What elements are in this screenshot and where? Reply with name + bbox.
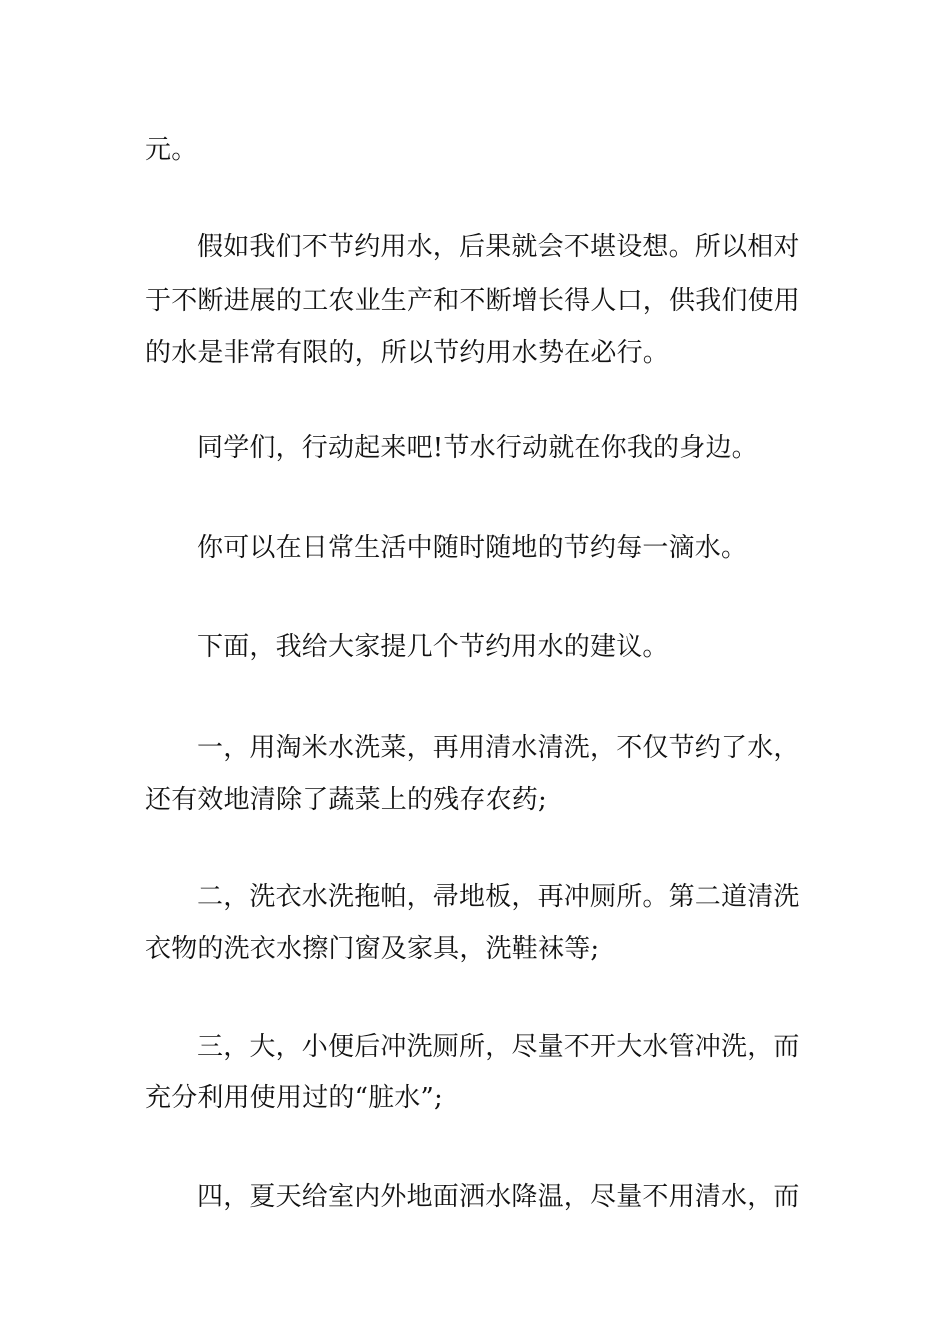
paragraph-start-line: 四，夏天给室内外地面洒水降温，尽量不用清水，而	[197, 1182, 800, 1212]
paragraph-start-line: 二，洗衣水洗拖帕，帚地板，再冲厕所。第二道清洗	[197, 882, 800, 912]
paragraph-start-line: 三，大，小便后冲洗厕所，尽量不开大水管冲洗，而	[197, 1032, 800, 1062]
paragraph-start-line: 下面，我给大家提几个节约用水的建议。	[197, 632, 669, 662]
paragraph-start-line: 一，用淘米水洗菜，再用清水清洗，不仅节约了水，	[197, 733, 800, 763]
text-line: 于不断进展的工农业生产和不断增长得人口，供我们使用	[145, 286, 801, 316]
text-line: 充分利用使用过的“脏水”;	[145, 1083, 443, 1113]
paragraph-start-line: 同学们，行动起来吧!节水行动就在你我的身边。	[197, 433, 758, 463]
text-line: 还有效地清除了蔬菜上的残存农药;	[145, 785, 547, 815]
text-line: 衣物的洗衣水擦门窗及家具，洗鞋袜等;	[145, 934, 600, 964]
paragraph-start-line: 你可以在日常生活中随时随地的节约每一滴水。	[197, 533, 748, 563]
text-line: 的水是非常有限的，所以节约用水势在必行。	[145, 338, 670, 368]
paragraph-start-line: 假如我们不节约用水，后果就会不堪设想。所以相对	[197, 232, 800, 262]
text-line: 元。	[145, 135, 198, 165]
